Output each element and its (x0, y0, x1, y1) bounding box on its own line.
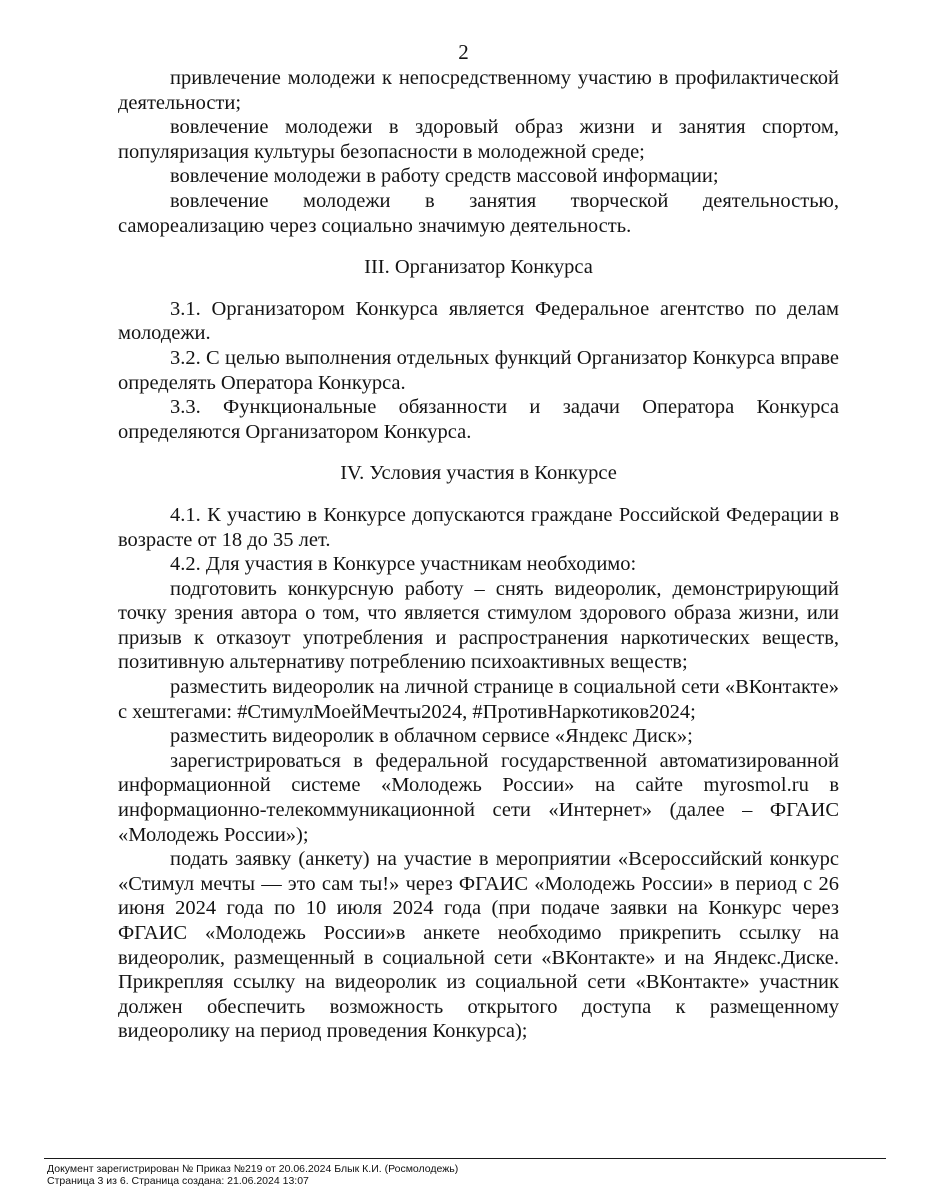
registration-footer (47, 1163, 458, 1187)
footer-page-info-line: Страница 3 из 6. Страница создана: 21.06.2024 13:07 (47, 1175, 309, 1187)
page-number: 2 (458, 40, 469, 64)
paragraph: 3.2. С целью выполнения отдельных функций Организатор Конкурса вправе определять Оператора Конкурса. (118, 346, 839, 394)
paragraph: разместить видеоролик в облачном сервисе «Яндекс Диск»; (170, 725, 693, 748)
paragraph: разместить видеоролик на личной странице в социальной сети «ВКонтакте» с хештегами: #СтимулМоейМечты2024, #ПротивНаркотиков2024; (118, 676, 839, 723)
section-heading: III. Организатор Конкурса (364, 256, 593, 279)
paragraph: вовлечение молодежи в занятия творческой деятельностью, самореализацию через социально значимую деятельность. (118, 189, 839, 237)
footer-divider (44, 1158, 886, 1159)
paragraph: вовлечение молодежи в здоровый образ жизни и занятия спортом, популяризация культуры безопасности в молодежной среде; (118, 116, 839, 163)
paragraph: 4.2. Для участия в Конкурсе участникам необходимо: (170, 553, 637, 576)
footer-registration-line: Документ зарегистрирован № Приказ №219 от 20.06.2024 Блык К.И. (Росмолодежь) (47, 1163, 459, 1175)
paragraph: подать заявку (анкету) на участие в мероприятии «Всероссийский конкурс «Стимул мечты — это сам ты!» через ФГАИС «Молодежь России» в период с 26 июня 2024 года по 10 июля 2024 года (при подаче заявки на Конкурс через ФГАИС «Молодежь России»в анкете необходимо прикрепить ссылку на видеоролик, размещенный в социальной сети «ВКонтакте» и на Яндекс.Диске. Прикрепляя ссылку на видеоролик из социальной сети «ВКонтакте» участник должен обеспечить возможность открытого доступа к размещенному видеоролику на период проведения Конкурса); (118, 848, 839, 1043)
paragraph: подготовить конкурсную работу – снять видеоролик, демонстрирующий точку зрения автора о том, что является стимулом здорового образа жизни, или призыв к отказоут употребления и распространения наркотических веществ, позитивную альтернативу потреблению психоактивных веществ; (118, 577, 839, 674)
section-heading: IV. Условия участия в Конкурсе (340, 462, 617, 485)
paragraph: вовлечение молодежи в работу средств массовой информации; (170, 165, 719, 188)
paragraph: 3.1. Организатором Конкурса является Федеральное агентство по делам молодежи. (118, 297, 839, 345)
paragraph: привлечение молодежи к непосредственному участию в профилактической деятельности; (118, 67, 839, 114)
document-body (118, 66, 839, 1044)
paragraph: зарегистрироваться в федеральной государственной автоматизированной информационной системе «Молодежь России» на сайте myrosmol.ru в информационно-телекоммуникационной сети «Интернет» (далее – ФГАИС «Молодежь России»); (118, 749, 839, 846)
paragraph: 4.1. К участию в Конкурсе допускаются граждане Российской Федерации в возрасте от 18 до 35 лет. (118, 503, 839, 551)
paragraph: 3.3. Функциональные обязанности и задачи Оператора Конкурса определяются Организатором Конкурса. (118, 396, 839, 443)
